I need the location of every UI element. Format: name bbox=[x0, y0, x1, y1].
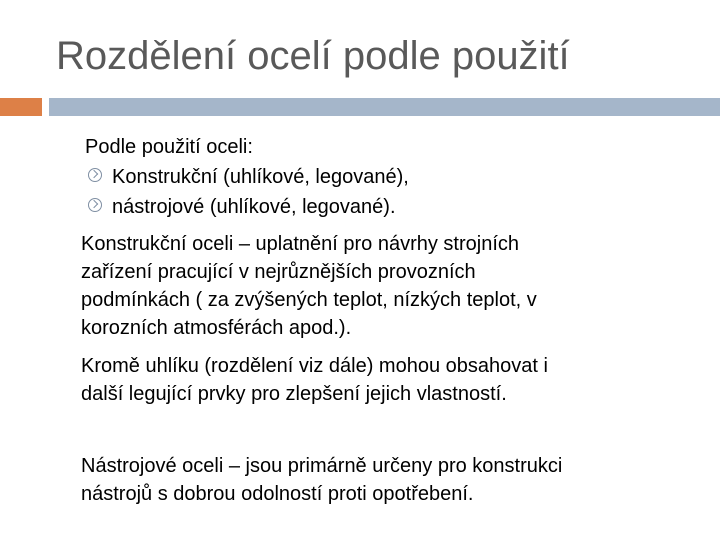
bullet-item bbox=[88, 164, 409, 190]
bullet-text: nástrojové (uhlíkové, legované). bbox=[112, 196, 396, 218]
paragraph-line: podmínkách ( za zvýšených teplot, nízkých teplot, v bbox=[81, 289, 537, 311]
paragraph-line: Kromě uhlíku (rozdělení viz dále) mohou obsahovat i bbox=[81, 355, 548, 377]
bullet-text: Konstrukční (uhlíkové, legované), bbox=[112, 166, 409, 188]
paragraph-line: Konstrukční oceli – uplatnění pro návrhy strojních bbox=[81, 233, 520, 255]
circled-check-icon bbox=[88, 198, 102, 212]
paragraph-line: nástrojů s dobrou odolností proti opotřebení. bbox=[81, 483, 474, 505]
slide-title: Rozdělení ocelí podle použití bbox=[56, 34, 570, 78]
intro-text: Podle použití oceli: bbox=[85, 136, 253, 158]
paragraph-line: Nástrojové oceli – jsou primárně určeny pro konstrukci bbox=[81, 455, 563, 477]
paragraph-tool-steels bbox=[81, 452, 681, 508]
paragraph-constructional bbox=[81, 230, 681, 342]
paragraph-line: zařízení pracující v nejrůznějších provozních bbox=[81, 261, 476, 283]
paragraph-line: další legující prvky pro zlepšení jejich vlastností. bbox=[81, 383, 507, 405]
circled-check-icon bbox=[88, 168, 102, 182]
paragraph-line: korozních atmosférách apod.). bbox=[81, 317, 352, 339]
bullet-item bbox=[88, 194, 396, 220]
paragraph-alloying bbox=[81, 352, 681, 408]
